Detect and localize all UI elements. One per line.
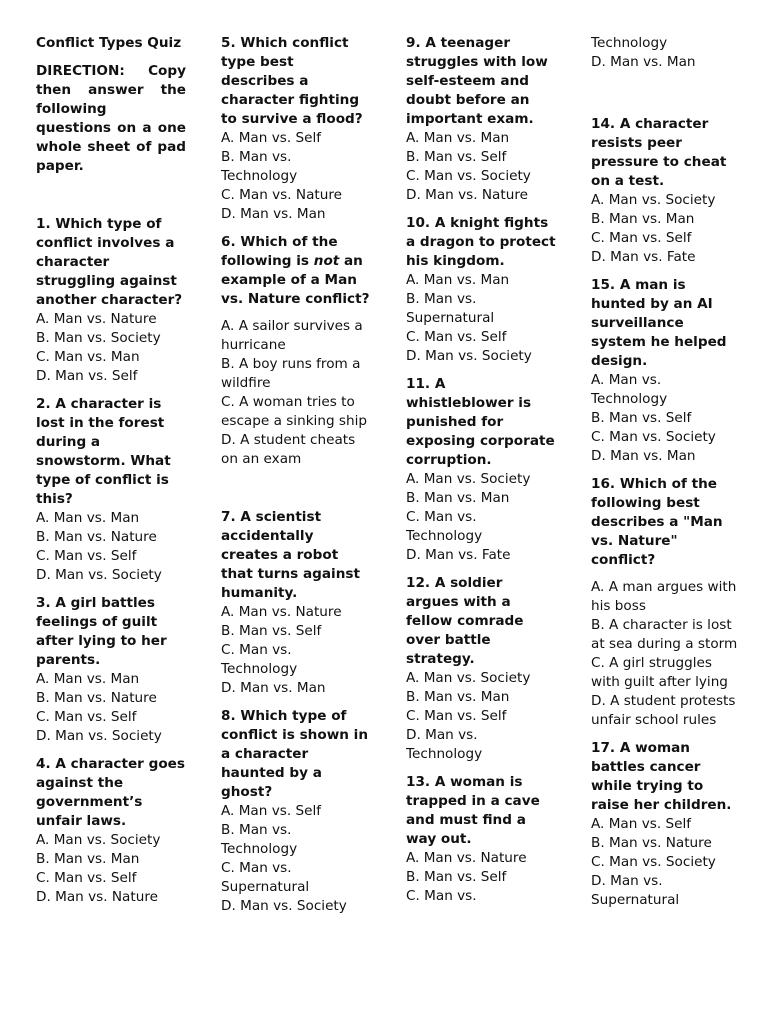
option-c: C. Man vs. Self xyxy=(591,230,692,246)
option-d: D. Man vs. Fate xyxy=(591,249,696,265)
option-a: A. Man vs. Self xyxy=(591,816,692,832)
option-d: D. A student protests unfair school rules xyxy=(591,693,736,728)
option-b: B. A character is lost at sea during a storm xyxy=(591,617,738,652)
option-c: C. Man vs. Self xyxy=(406,708,507,724)
option-a: A. Man vs. Man xyxy=(406,130,510,146)
question-stem: 8. Which type of conflict is shown in a character haunted by a ghost? xyxy=(221,708,368,800)
option-d: D. Man vs. Fate xyxy=(406,547,511,563)
question-stem-part: an example of a Man vs. Nature conflict? xyxy=(221,253,370,307)
question-stem: 2. A character is lost in the forest during a snowstorm. What type of conflict is this? xyxy=(36,396,171,507)
option-b: B. Man vs. Nature xyxy=(36,529,157,545)
question-stem: 10. A knight fights a dragon to protect his kingdom. xyxy=(406,215,556,269)
option-d: D. Man vs. Society xyxy=(221,898,347,914)
option-d: D. Man vs. Technology xyxy=(406,727,483,762)
question-14 xyxy=(591,115,739,267)
quiz-title: Conflict Types Quiz xyxy=(36,35,182,51)
option-a: A. Man vs. Society xyxy=(591,192,716,208)
option-d: D. Man vs. Man xyxy=(591,448,696,464)
option-b: B. Man vs. Nature xyxy=(591,835,712,851)
question-stem: 9. A teenager struggles with low self-esteem and doubt before an important exam. xyxy=(406,35,548,127)
question-5 xyxy=(221,34,371,224)
option-a: A. Man vs. Self xyxy=(221,130,322,146)
spacer xyxy=(221,478,371,508)
option-c: C. Man vs. Society xyxy=(591,854,716,870)
column-3 xyxy=(406,34,556,915)
question-7 xyxy=(221,508,371,698)
question-stem: 13. A woman is trapped in a cave and must find a way out. xyxy=(406,774,540,847)
question-stem: 17. A woman battles cancer while trying to raise her children. xyxy=(591,740,732,813)
option-b: B. Man vs. Man xyxy=(406,490,510,506)
option-d: D. Man vs. Society xyxy=(406,348,532,364)
question-6 xyxy=(221,233,371,469)
option-a: A. Man vs. Man xyxy=(36,510,140,526)
question-stem: 12. A soldier argues with a fellow comrade over battle strategy. xyxy=(406,575,524,667)
question-stem-emphasis: not xyxy=(313,253,340,269)
question-stem: 16. Which of the following best describes a "Man vs. Nature" conflict? xyxy=(591,476,723,568)
option-d: D. Man vs. Nature xyxy=(36,889,158,905)
question-stem: 11. A whistleblower is punished for exposing corporate corruption. xyxy=(406,376,555,468)
option-c: C. Man vs. Self xyxy=(36,870,137,886)
column-2 xyxy=(221,34,371,925)
option-b: B. Man vs. Self xyxy=(406,149,507,165)
option-d: D. Man vs. Man xyxy=(221,206,326,222)
question-stem: 4. A character goes against the government’s unfair laws. xyxy=(36,756,185,829)
option-b: B. Man vs. Supernatural xyxy=(406,291,495,326)
option-b: B. Man vs. Technology xyxy=(221,149,298,184)
option-c: C. Man vs. xyxy=(406,888,477,904)
option-a: A. A man argues with his boss xyxy=(591,579,737,614)
option-b: B. Man vs. Self xyxy=(591,410,692,426)
option-c: C. Man vs. Supernatural xyxy=(221,860,310,895)
option-d: D. Man vs. Nature xyxy=(406,187,528,203)
option-b: B. A boy runs from a wildfire xyxy=(221,356,361,391)
question-1 xyxy=(36,215,186,386)
question-stem xyxy=(221,233,371,309)
question-4 xyxy=(36,755,186,907)
question-stem: 5. Which conflict type best describes a character fighting to survive a flood? xyxy=(221,35,363,127)
option-a: A. Man vs. Technology xyxy=(591,372,668,407)
column-4 xyxy=(591,34,739,919)
option-a: A. Man vs. Nature xyxy=(36,311,157,327)
option-d: D. Man vs. Society xyxy=(36,728,162,744)
option-a: A. Man vs. Society xyxy=(36,832,161,848)
question-3 xyxy=(36,594,186,746)
option-d: D. Man vs. Self xyxy=(36,368,138,384)
option-c: C. Man vs. Technology xyxy=(406,509,483,544)
quiz-direction: DIRECTION: Copy then answer the following questions on a one whole sheet of pad paper. xyxy=(36,63,186,174)
option-b: B. Man vs. Technology xyxy=(221,822,298,857)
option-a: A. Man vs. Society xyxy=(406,670,531,686)
question-17 xyxy=(591,739,739,910)
question-stem: 1. Which type of conflict involves a character struggling against another character? xyxy=(36,216,183,308)
option-c: C. Man vs. Society xyxy=(406,168,531,184)
spacer xyxy=(591,81,739,115)
option-b: B. Man vs. Self xyxy=(221,623,322,639)
question-stem: 14. A character resists peer pressure to cheat on a test. xyxy=(591,116,727,189)
option-c: C. Man vs. Nature xyxy=(221,187,342,203)
question-stem: 3. A girl battles feelings of guilt after lying to her parents. xyxy=(36,595,167,668)
question-8 xyxy=(221,707,371,916)
option-a: A. Man vs. Society xyxy=(406,471,531,487)
option-b: B. Man vs. Man xyxy=(36,851,140,867)
option-b: B. Man vs. Self xyxy=(406,869,507,885)
question-stem-part: 6. Which of the following is xyxy=(221,234,338,269)
option-b: B. Man vs. Nature xyxy=(36,690,157,706)
option-d: D. Man vs. Man xyxy=(591,54,696,70)
question-stem: 7. A scientist accidentally creates a robot that turns against humanity. xyxy=(221,509,360,601)
option-c: C. A girl struggles with guilt after lying xyxy=(591,655,728,690)
question-12 xyxy=(406,574,556,764)
option-c: C. Man vs. Man xyxy=(36,349,140,365)
question-10 xyxy=(406,214,556,366)
option-c: C. Man vs. Technology xyxy=(221,642,298,677)
option-c: C. Man vs. Self xyxy=(36,548,137,564)
column-1 xyxy=(36,34,186,916)
option-a: A. Man vs. Nature xyxy=(406,850,527,866)
option-c: C. Man vs. Self xyxy=(406,329,507,345)
question-15 xyxy=(591,276,739,466)
option-a: A. Man vs. Nature xyxy=(221,604,342,620)
option-d: D. A student cheats on an exam xyxy=(221,432,356,467)
option-a: A. A sailor survives a hurricane xyxy=(221,318,363,353)
option-a: A. Man vs. Self xyxy=(221,803,322,819)
question-16 xyxy=(591,475,739,730)
question-2 xyxy=(36,395,186,585)
option-c: C. A woman tries to escape a sinking ship xyxy=(221,394,368,429)
option-c: C. Man vs. Self xyxy=(36,709,137,725)
question-stem: 15. A man is hunted by an AI surveillance system he helped design. xyxy=(591,277,727,369)
option-c-continued: Technology xyxy=(591,35,668,51)
option-d: D. Man vs. Society xyxy=(36,567,162,583)
option-b: B. Man vs. Man xyxy=(406,689,510,705)
option-a: A. Man vs. Man xyxy=(406,272,510,288)
option-b: B. Man vs. Man xyxy=(591,211,695,227)
option-d: D. Man vs. Supernatural xyxy=(591,873,680,908)
question-13 xyxy=(406,773,556,906)
option-b: B. Man vs. Society xyxy=(36,330,161,346)
question-11 xyxy=(406,375,556,565)
option-d: D. Man vs. Man xyxy=(221,680,326,696)
question-9 xyxy=(406,34,556,205)
option-a: A. Man vs. Man xyxy=(36,671,140,687)
question-13-continued xyxy=(591,34,739,72)
option-c: C. Man vs. Society xyxy=(591,429,716,445)
